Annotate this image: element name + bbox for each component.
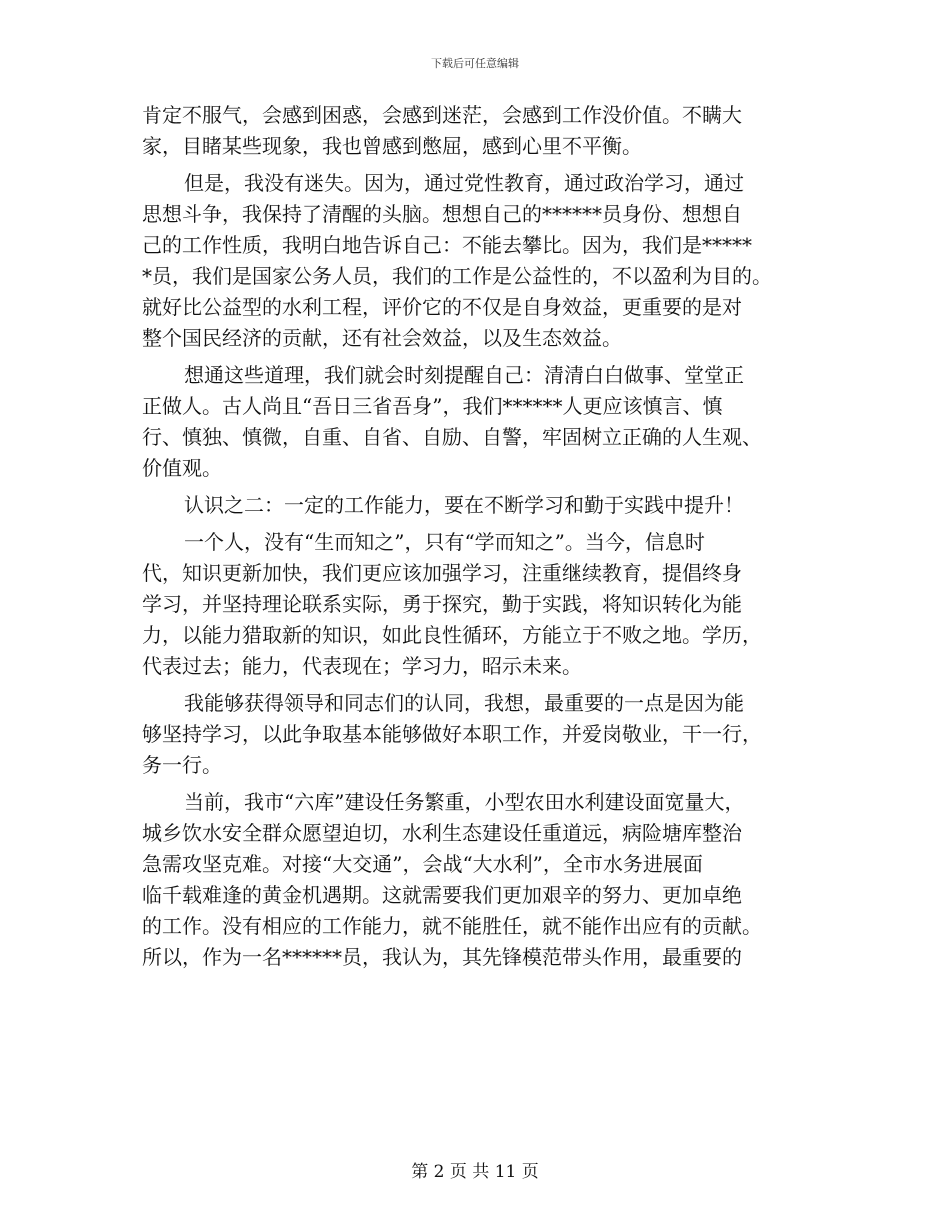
text-line: 一个人，没有“生而知之”，只有“学而知之”。当今，信息时 — [184, 530, 705, 554]
document-body — [142, 100, 822, 973]
paragraph — [142, 168, 822, 354]
text-line: *员，我们是国家公务人员，我们的工作是公益性的，不以盈利为目的。 — [142, 264, 772, 288]
text-line: 力，以能力猎取新的知识，如此良性循环，方能立于不败之地。学历， — [142, 623, 762, 647]
text-line: 行、慎独、慎微，自重、自省、自励、自警，牢固树立正确的人生观、 — [142, 425, 762, 449]
text-line: 整个国民经济的贡献，还有社会效益，以及生态效益。 — [142, 326, 622, 350]
text-line: 代，知识更新加快，我们更应该加强学习，注重继续教育，提倡终身 — [142, 561, 742, 585]
text-line: 己的工作性质，我明白地告诉自己：不能去攀比。因为，我们是***** — [142, 233, 752, 257]
page-header: 下载后可任意编辑 — [431, 57, 519, 70]
text-line: 临千载难逢的黄金机遇期。这就需要我们更加艰辛的努力、更加卓绝 — [142, 883, 742, 907]
section-heading — [142, 490, 822, 521]
text-line: 思想斗争，我保持了清醒的头脑。想想自己的******员身份、想想自 — [142, 202, 742, 226]
text-line: 想通这些道理，我们就会时刻提醒自己：清清白白做事、堂堂正 — [184, 363, 744, 387]
paragraph — [142, 100, 822, 162]
page-number-footer: 第 2 页 共 11 页 — [411, 1162, 539, 1182]
text-line: 城乡饮水安全群众愿望迫切，水利生态建设任重道远，病险塘库整治 — [142, 821, 742, 845]
text-line: 代表过去；能力，代表现在；学习力，昭示未来。 — [142, 654, 582, 678]
text-line: 认识之二：一定的工作能力，要在不断学习和勤于实践中提升！ — [184, 493, 744, 517]
text-line: 肯定不服气，会感到困惑，会感到迷茫，会感到工作没价值。不瞒大 — [142, 103, 742, 127]
text-line: 但是，我没有迷失。因为，通过党性教育，通过政治学习，通过 — [184, 171, 744, 195]
text-line: 学习，并坚持理论联系实际，勇于探究，勤于实践，将知识转化为能 — [142, 592, 742, 616]
paragraph — [142, 688, 822, 781]
text-line: 就好比公益型的水利工程，评价它的不仅是自身效益，更重要的是对 — [142, 295, 742, 319]
paragraph — [142, 360, 822, 484]
text-line: 的工作。没有相应的工作能力，就不能胜任，就不能作出应有的贡献。 — [142, 914, 762, 938]
text-line: 急需攻坚克难。对接“大交通”，会战“大水利”，全市水务进展面 — [142, 852, 703, 876]
paragraph — [142, 527, 822, 682]
text-line: 务一行。 — [142, 753, 222, 777]
text-line: 我能够获得领导和同志们的认同，我想，最重要的一点是因为能 — [184, 691, 744, 715]
text-line: 正做人。古人尚且“吾日三省吾身”，我们******人更应该慎言、慎 — [142, 394, 723, 418]
text-line: 够坚持学习，以此争取基本能够做好本职工作，并爱岗敬业，干一行， — [142, 722, 762, 746]
text-line: 当前，我市“六库”建设任务繁重，小型农田水利建设面宽量大， — [184, 790, 745, 814]
text-line: 家，目睹某些现象，我也曾感到憋屈，感到心里不平衡。 — [142, 134, 642, 158]
paragraph — [142, 787, 822, 973]
text-line: 价值观。 — [142, 456, 222, 480]
text-line: 所以，作为一名******员，我认为，其先锋模范带头作用，最重要的 — [142, 945, 742, 969]
